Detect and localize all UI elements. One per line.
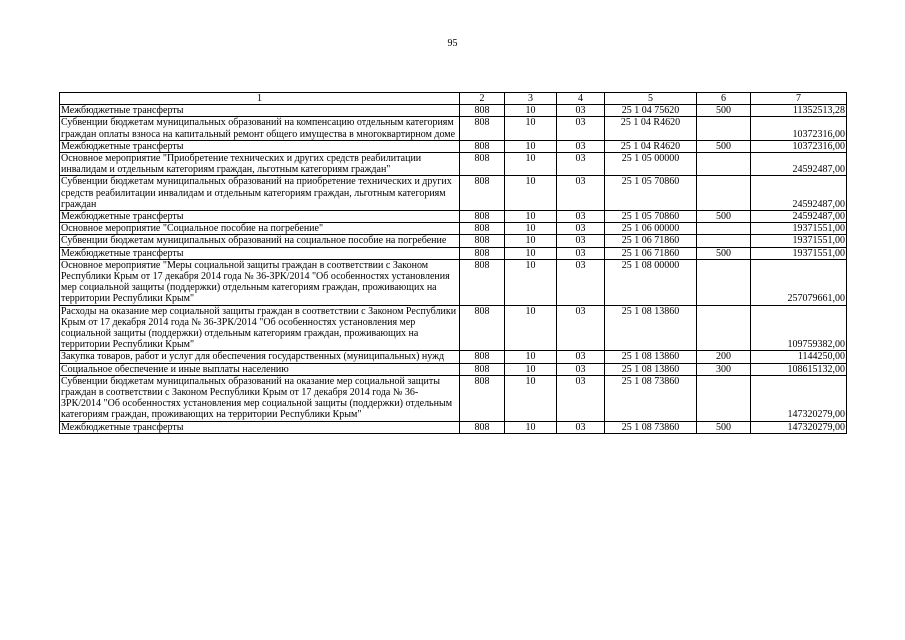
row-subsection-code: 03 xyxy=(557,211,605,223)
row-name: Расходы на оказание мер социальной защиты граждан в соответствии с Законом Республики Крым от 17 декабря 2014 года № 36-ЗРК/2014 "Об особенностях установления мер социальной защиты (поддержки) отдельным категориям граждан, проживающих на территории Республики Крым" xyxy=(60,305,460,351)
row-name: Субвенции бюджетам муниципальных образований на компенсацию отдельным категориям граждан оплаты взноса на капитальный ремонт общего имущества в многоквартирном доме xyxy=(60,117,460,140)
row-section-code: 10 xyxy=(505,176,557,211)
table-row xyxy=(60,363,847,375)
column-header: 1 xyxy=(60,93,460,105)
row-target-article: 25 1 06 71860 xyxy=(605,235,697,247)
table-row xyxy=(60,351,847,363)
row-subsection-code: 03 xyxy=(557,305,605,351)
row-ministry-code: 808 xyxy=(460,375,505,421)
row-ministry-code: 808 xyxy=(460,259,505,305)
table-row xyxy=(60,375,847,421)
row-subsection-code: 03 xyxy=(557,375,605,421)
row-section-code: 10 xyxy=(505,375,557,421)
column-header: 5 xyxy=(605,93,697,105)
row-name: Закупка товаров, работ и услуг для обеспечения государственных (муниципальных) нужд xyxy=(60,351,460,363)
row-ministry-code: 808 xyxy=(460,211,505,223)
row-target-article: 25 1 05 70860 xyxy=(605,211,697,223)
table-row xyxy=(60,259,847,305)
row-amount: 19371551,00 xyxy=(751,235,847,247)
table-row xyxy=(60,117,847,140)
row-ministry-code: 808 xyxy=(460,105,505,117)
table-row xyxy=(60,211,847,223)
row-name: Межбюджетные трансферты xyxy=(60,105,460,117)
row-expense-type: 300 xyxy=(697,363,751,375)
row-section-code: 10 xyxy=(505,259,557,305)
row-name: Основное мероприятие "Меры социальной защиты граждан в соответствии с Законом Республики Крым от 17 декабря 2014 года № 36-ЗРК/2014 "Об особенностях установления мер социальной защиты (поддержки) отдельным категориям граждан, проживающих на территории Республики Крым" xyxy=(60,259,460,305)
row-target-article: 25 1 08 73860 xyxy=(605,375,697,421)
row-amount: 10372316,00 xyxy=(751,117,847,140)
row-subsection-code: 03 xyxy=(557,176,605,211)
row-target-article: 25 1 08 13860 xyxy=(605,351,697,363)
row-subsection-code: 03 xyxy=(557,223,605,235)
budget-table xyxy=(59,92,847,434)
row-amount: 19371551,00 xyxy=(751,223,847,235)
row-expense-type xyxy=(697,223,751,235)
table-row xyxy=(60,223,847,235)
row-amount: 24592487,00 xyxy=(751,176,847,211)
table-row xyxy=(60,235,847,247)
row-subsection-code: 03 xyxy=(557,140,605,152)
row-name: Основное мероприятие "Приобретение технических и других средств реабилитации инвалидам и отдельным категориям граждан, льготным категориям граждан" xyxy=(60,153,460,176)
row-expense-type xyxy=(697,375,751,421)
row-expense-type xyxy=(697,235,751,247)
row-ministry-code: 808 xyxy=(460,305,505,351)
row-ministry-code: 808 xyxy=(460,117,505,140)
row-name: Межбюджетные трансферты xyxy=(60,247,460,259)
table-row xyxy=(60,176,847,211)
row-section-code: 10 xyxy=(505,351,557,363)
row-name: Социальное обеспечение и иные выплаты населению xyxy=(60,363,460,375)
row-amount: 10372316,00 xyxy=(751,140,847,152)
row-expense-type: 500 xyxy=(697,421,751,433)
table-row xyxy=(60,305,847,351)
row-expense-type: 500 xyxy=(697,211,751,223)
row-name: Основное мероприятие "Социальное пособие на погребение" xyxy=(60,223,460,235)
row-name: Субвенции бюджетам муниципальных образований на социальное пособие на погребение xyxy=(60,235,460,247)
row-subsection-code: 03 xyxy=(557,117,605,140)
row-name: Субвенции бюджетам муниципальных образований на оказание мер социальной защиты граждан в соответствии с Законом Республики Крым от 17 декабря 2014 года № 36-ЗРК/2014 "Об особенностях установления мер социальной защиты (поддержки) отдельным категориям граждан, проживающих на территории Республики Крым" xyxy=(60,375,460,421)
row-amount: 24592487,00 xyxy=(751,211,847,223)
row-target-article: 25 1 08 13860 xyxy=(605,363,697,375)
row-ministry-code: 808 xyxy=(460,140,505,152)
row-name: Межбюджетные трансферты xyxy=(60,421,460,433)
row-target-article: 25 1 08 00000 xyxy=(605,259,697,305)
table-row xyxy=(60,247,847,259)
row-expense-type xyxy=(697,259,751,305)
row-target-article: 25 1 08 73860 xyxy=(605,421,697,433)
row-section-code: 10 xyxy=(505,223,557,235)
row-name: Межбюджетные трансферты xyxy=(60,211,460,223)
row-ministry-code: 808 xyxy=(460,176,505,211)
row-subsection-code: 03 xyxy=(557,259,605,305)
column-header: 6 xyxy=(697,93,751,105)
column-header: 2 xyxy=(460,93,505,105)
row-target-article: 25 1 06 71860 xyxy=(605,247,697,259)
row-ministry-code: 808 xyxy=(460,421,505,433)
row-section-code: 10 xyxy=(505,153,557,176)
column-header: 4 xyxy=(557,93,605,105)
row-target-article: 25 1 04 75620 xyxy=(605,105,697,117)
row-amount: 11352513,28 xyxy=(751,105,847,117)
row-expense-type xyxy=(697,153,751,176)
table-row xyxy=(60,105,847,117)
row-expense-type xyxy=(697,176,751,211)
row-name: Межбюджетные трансферты xyxy=(60,140,460,152)
column-header: 7 xyxy=(751,93,847,105)
row-subsection-code: 03 xyxy=(557,351,605,363)
row-amount: 24592487,00 xyxy=(751,153,847,176)
row-subsection-code: 03 xyxy=(557,421,605,433)
column-header: 3 xyxy=(505,93,557,105)
row-section-code: 10 xyxy=(505,305,557,351)
table-row xyxy=(60,140,847,152)
row-ministry-code: 808 xyxy=(460,223,505,235)
row-section-code: 10 xyxy=(505,235,557,247)
row-subsection-code: 03 xyxy=(557,235,605,247)
row-expense-type: 500 xyxy=(697,247,751,259)
row-target-article: 25 1 04 R4620 xyxy=(605,117,697,140)
row-amount: 257079661,00 xyxy=(751,259,847,305)
row-ministry-code: 808 xyxy=(460,247,505,259)
row-amount: 147320279,00 xyxy=(751,421,847,433)
row-ministry-code: 808 xyxy=(460,235,505,247)
row-target-article: 25 1 08 13860 xyxy=(605,305,697,351)
page-number: 95 xyxy=(447,38,458,49)
row-subsection-code: 03 xyxy=(557,153,605,176)
row-expense-type: 200 xyxy=(697,351,751,363)
row-name: Субвенции бюджетам муниципальных образований на приобретение технических и других средств реабилитации инвалидам и отдельным категориям граждан, льготным категориям граждан xyxy=(60,176,460,211)
row-section-code: 10 xyxy=(505,140,557,152)
row-target-article: 25 1 06 00000 xyxy=(605,223,697,235)
row-subsection-code: 03 xyxy=(557,105,605,117)
row-subsection-code: 03 xyxy=(557,247,605,259)
table-header-row xyxy=(60,93,847,105)
row-section-code: 10 xyxy=(505,117,557,140)
row-amount: 109759382,00 xyxy=(751,305,847,351)
row-amount: 147320279,00 xyxy=(751,375,847,421)
row-expense-type xyxy=(697,305,751,351)
row-target-article: 25 1 05 00000 xyxy=(605,153,697,176)
row-section-code: 10 xyxy=(505,247,557,259)
table-body xyxy=(60,93,847,434)
table-row xyxy=(60,421,847,433)
row-section-code: 10 xyxy=(505,363,557,375)
table-row xyxy=(60,153,847,176)
row-amount: 19371551,00 xyxy=(751,247,847,259)
row-expense-type: 500 xyxy=(697,105,751,117)
row-amount: 108615132,00 xyxy=(751,363,847,375)
row-amount: 1144250,00 xyxy=(751,351,847,363)
row-expense-type xyxy=(697,117,751,140)
row-section-code: 10 xyxy=(505,211,557,223)
row-expense-type: 500 xyxy=(697,140,751,152)
row-ministry-code: 808 xyxy=(460,351,505,363)
row-section-code: 10 xyxy=(505,421,557,433)
row-target-article: 25 1 04 R4620 xyxy=(605,140,697,152)
row-subsection-code: 03 xyxy=(557,363,605,375)
row-ministry-code: 808 xyxy=(460,153,505,176)
row-section-code: 10 xyxy=(505,105,557,117)
row-ministry-code: 808 xyxy=(460,363,505,375)
row-target-article: 25 1 05 70860 xyxy=(605,176,697,211)
